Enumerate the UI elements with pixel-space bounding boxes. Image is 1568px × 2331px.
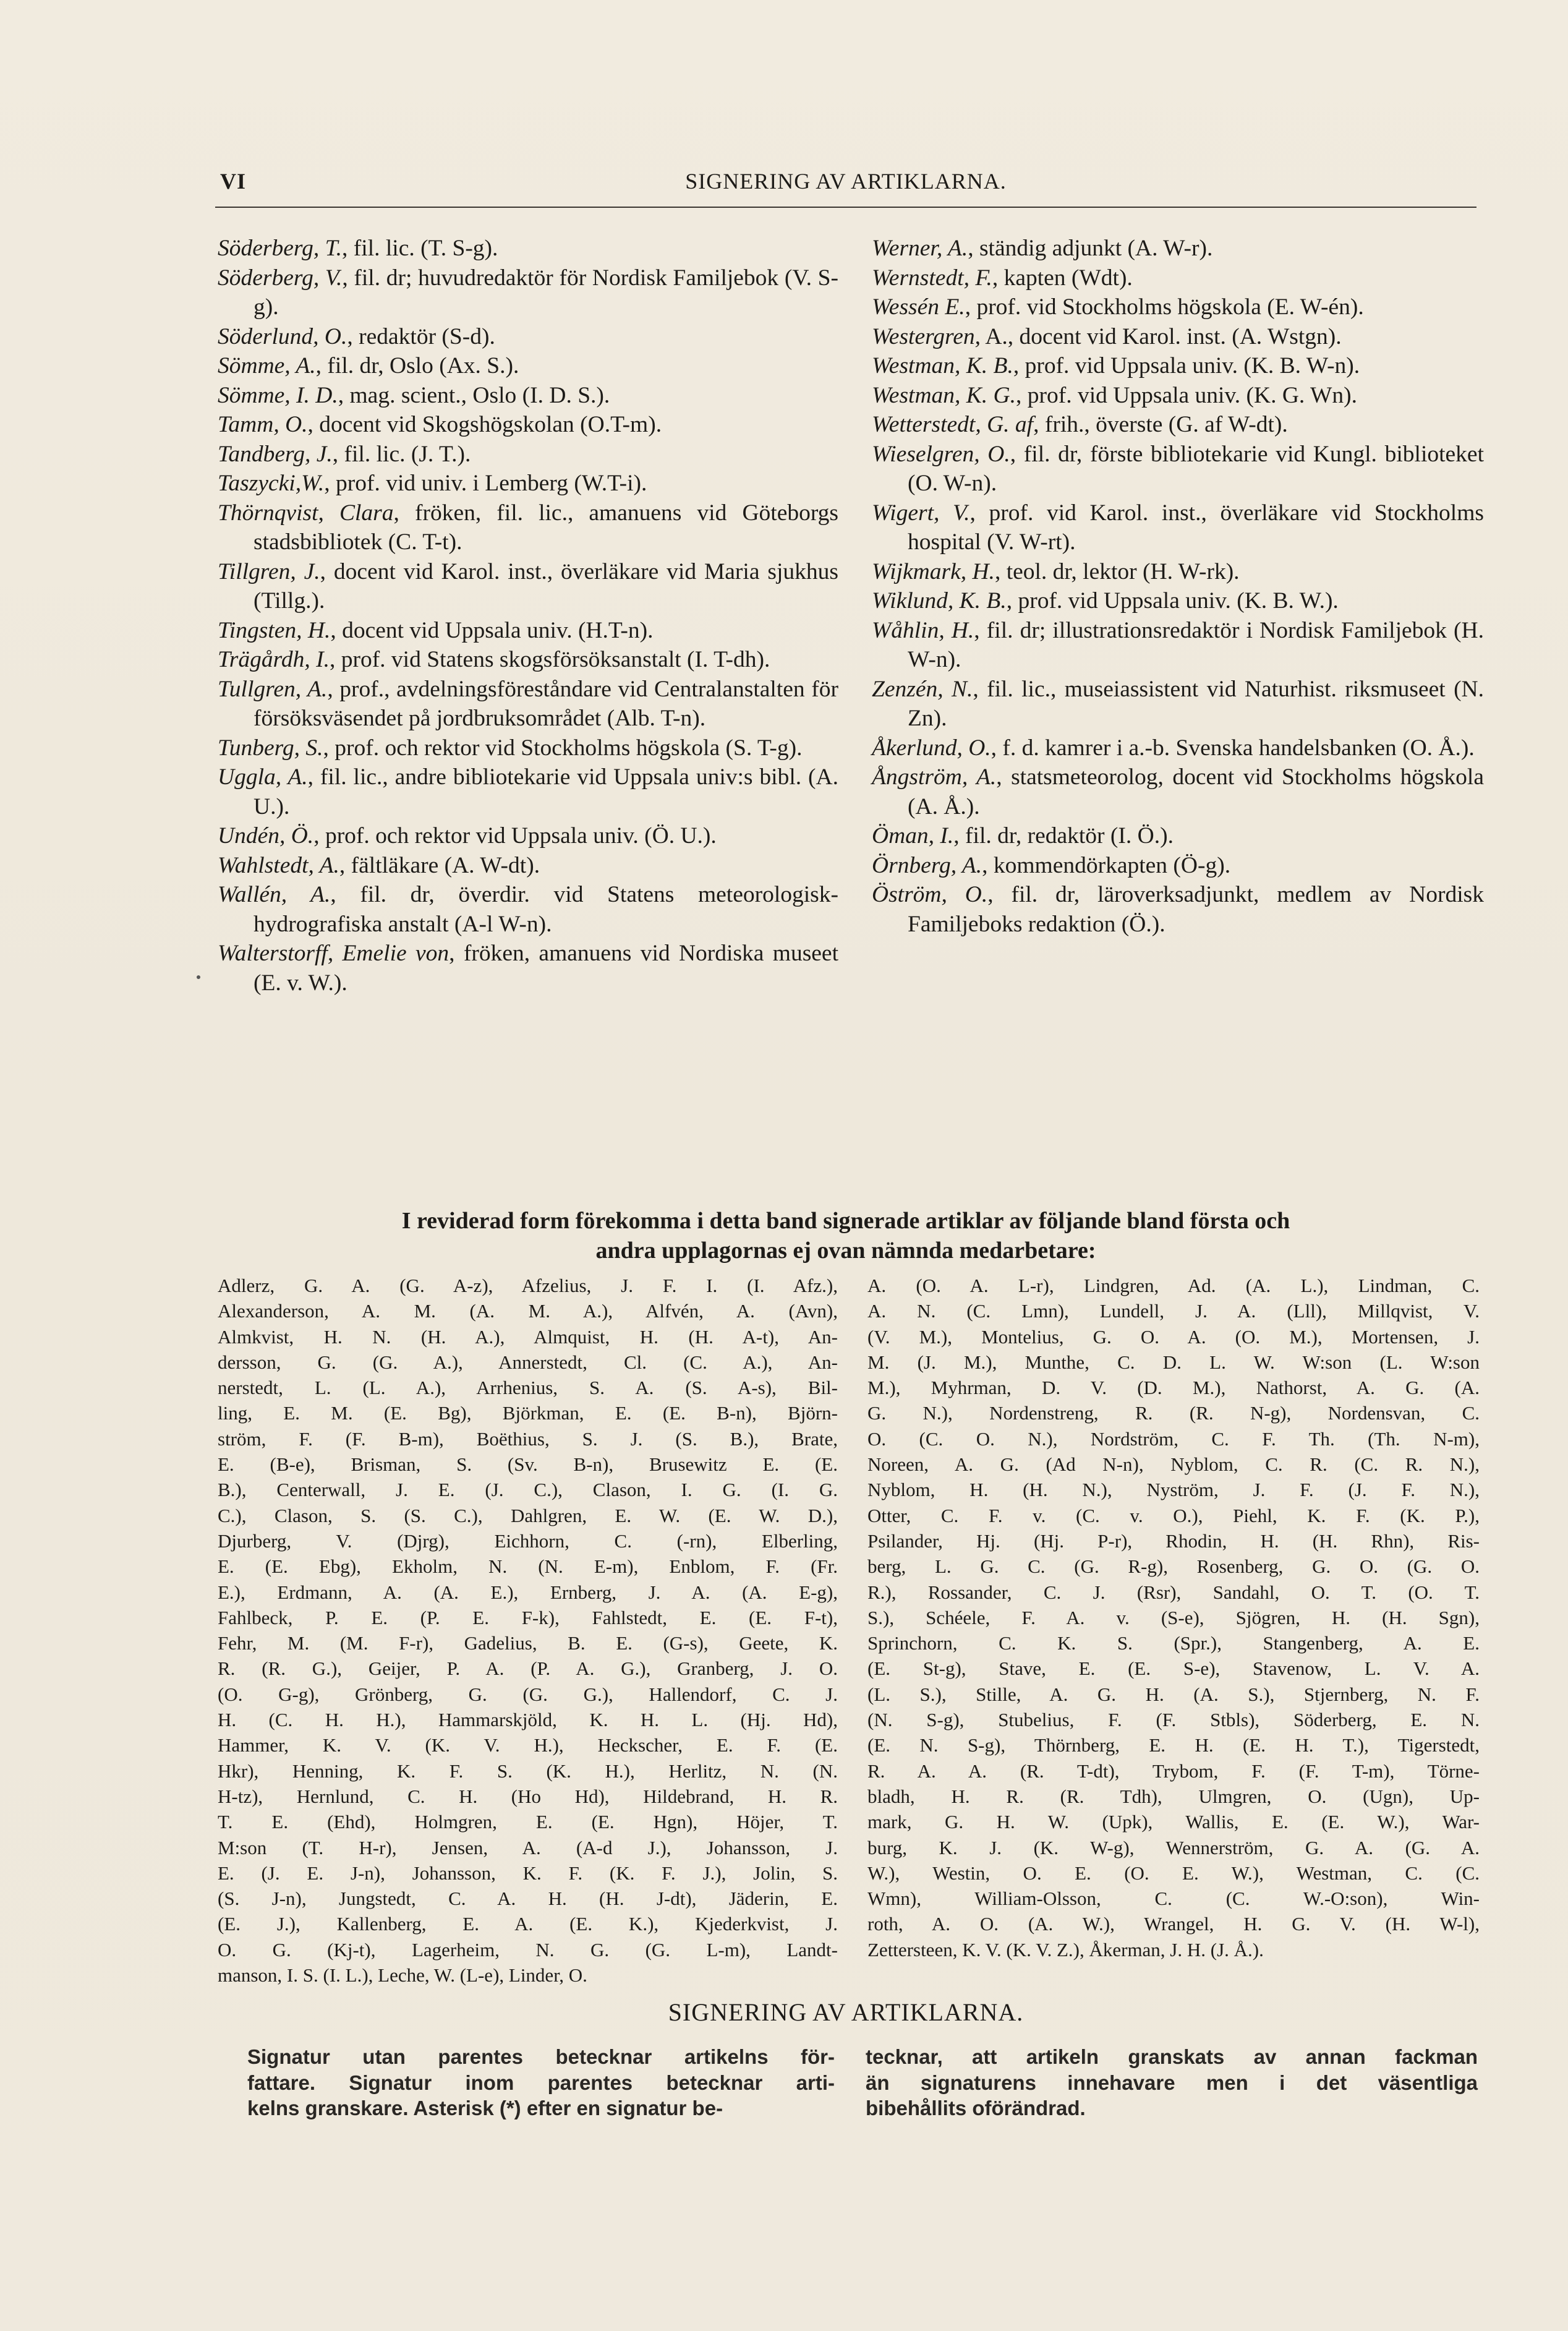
contributor-name: Wernstedt, F. <box>872 265 992 291</box>
contributor-name: Söderberg, V. <box>218 265 343 291</box>
contributor-entry <box>218 645 838 675</box>
contributor-entry <box>218 498 838 557</box>
revised-line: roth, A. O. (A. W.), Wrangel, H. G. V. (H. W-l), <box>867 1913 1480 1935</box>
contributor-details: , mag. scient., Oslo (I. D. S.). <box>338 382 610 408</box>
contributor-entry <box>218 880 838 939</box>
contributor-entry <box>872 821 1484 851</box>
revised-line: Adlerz, G. A. (G. A-z), Afzelius, J. F. I. (I. Afz.), <box>218 1275 838 1296</box>
contributors-left-column <box>218 234 838 998</box>
contributor-details: , prof. och rektor vid Uppsala univ. (Ö. U.). <box>313 823 717 849</box>
contributor-details: , kapten (Wdt). <box>992 265 1133 291</box>
contributor-details: , prof. och rektor vid Stockholms högskola (S. T-g). <box>323 735 803 761</box>
contributor-entry <box>872 616 1484 675</box>
contributor-name: Tillgren, J. <box>218 558 320 584</box>
revised-line: (N. S-g), Stubelius, F. (F. Stbls), Söderberg, E. N. <box>867 1709 1480 1731</box>
contributor-details: A., docent vid Karol. inst. (A. Wstgn). <box>981 323 1342 349</box>
contributor-entry <box>872 234 1484 263</box>
revised-right-column <box>867 1273 1480 1962</box>
contributor-name: Zenzén, N. <box>872 676 973 702</box>
contributor-entry <box>872 851 1484 881</box>
contributor-details: , ständig adjunkt (A. W-r). <box>968 236 1213 261</box>
explanation-line: kelns granskare. Asterisk (*) efter en signatur be- <box>247 2097 723 2119</box>
contributor-entry <box>218 557 838 616</box>
revised-line: (E. St-g), Stave, E. (E. S-e), Stavenow, L. V. A. <box>867 1657 1480 1680</box>
contributor-details: , prof. vid Stockholms högskola (E. W-én). <box>965 294 1364 320</box>
contributor-name: Sömme, I. D. <box>218 382 338 408</box>
revised-line: Noreen, A. G. (Ad N-n), Nyblom, C. R. (C. R. N.), <box>867 1453 1480 1476</box>
contributor-name: Sömme, A. <box>218 353 316 379</box>
contributor-entry <box>872 293 1484 322</box>
revised-line: bladh, H. R. (R. Tdh), Ulmgren, O. (Ugn), Up- <box>867 1785 1480 1807</box>
revised-line: (E. N. S-g), Thörnberg, E. H. (E. H. T.), Tigerstedt, <box>867 1734 1480 1756</box>
explanation-line: fattare. Signatur inom parentes betecknar arti- <box>247 2071 835 2094</box>
contributor-name: Tamm, O. <box>218 412 308 437</box>
contributor-entry <box>872 410 1484 440</box>
contributor-details: , fil. dr, Oslo (Ax. S.). <box>315 353 519 379</box>
revised-line: M.), Myhrman, D. V. (D. M.), Nathorst, A. G. (A. <box>867 1377 1480 1399</box>
contributor-name: Tunberg, S. <box>218 735 323 761</box>
contributor-name: Öström, O. <box>872 882 988 907</box>
revised-line: M. (J. M.), Munthe, C. D. L. W. W:son (L. W:son <box>867 1351 1480 1373</box>
revised-line: E.), Erdmann, A. (A. E.), Ernberg, J. A. (A. E-g), <box>218 1581 838 1603</box>
revised-line: H-tz), Hernlund, C. H. (Ho Hd), Hildebrand, H. R. <box>218 1785 838 1807</box>
contributor-entry <box>218 263 838 322</box>
section-title: SIGNERING AV ARTIKLARNA. <box>668 1998 1024 2026</box>
contributor-details: , fil. dr, redaktör (I. Ö.). <box>953 823 1174 849</box>
revised-heading-line: I reviderad form förekomma i detta band signerade artiklar av följande bland första och <box>401 1208 1290 1234</box>
revised-line: (E. J.), Kallenberg, E. A. (E. K.), Kjederkvist, J. <box>218 1913 838 1935</box>
explanation-line: än signaturens innehavare men i det väsentliga <box>866 2071 1478 2094</box>
contributor-name: Wiklund, K. B. <box>872 588 1007 614</box>
revised-line: Sprinchorn, C. K. S. (Spr.), Stangenberg, A. E. <box>867 1632 1480 1654</box>
revised-line: burg, K. J. (K. W-g), Wennerström, G. A. (G. A. <box>867 1836 1480 1858</box>
contributor-name: Söderlund, O. <box>218 323 347 349</box>
revised-line: R. A. A. (R. T-dt), Trybom, F. (F. T-m), Törne- <box>867 1760 1480 1782</box>
revised-line: manson, I. S. (I. L.), Leche, W. (L-e), Linder, O. <box>218 1964 587 1987</box>
revised-heading <box>215 1206 1476 1265</box>
revised-line: (L. S.), Stille, A. G. H. (A. S.), Stjernberg, N. F. <box>867 1683 1480 1705</box>
contributor-name: Westergren, <box>872 323 981 349</box>
contributor-name: Ångström, A. <box>872 764 997 790</box>
revised-line: Wmn), William-Olsson, C. (C. W.-O:son), Win- <box>867 1888 1480 1910</box>
contributor-entry <box>218 234 838 263</box>
contributor-entry <box>218 440 838 469</box>
contributor-name: Söderberg, T. <box>218 236 343 261</box>
contributor-details: , fil. dr, förste bibliotekarie vid Kungl. biblioteket (O. W-n). <box>908 441 1484 496</box>
revised-line: (V. M.), Montelius, G. O. A. (O. M.), Mortensen, J. <box>867 1325 1480 1348</box>
explanation-line: bibehållits oförändrad. <box>866 2097 1086 2119</box>
contributor-entry <box>872 557 1484 587</box>
contributor-name: Werner, A. <box>872 236 968 261</box>
contributor-name: Trägårdh, I. <box>218 647 330 672</box>
revised-line: G. N.), Nordenstreng, R. (R. N-g), Nordensvan, C. <box>867 1402 1480 1424</box>
contributor-details: , fil. dr, läroverksadjunkt, medlem av Nordisk Familjeboks redaktion (Ö.). <box>908 882 1484 937</box>
contributor-name: Westman, K. B. <box>872 353 1013 379</box>
contributor-details: , fil. lic. (J. T.). <box>332 441 471 467</box>
explanation-left-column <box>247 2044 835 2121</box>
revised-line: ling, E. M. (E. Bg), Björkman, E. (E. B-n), Björn- <box>218 1402 838 1424</box>
contributor-name: Wigert, V. <box>872 500 970 526</box>
revised-line: Fehr, M. (M. F-r), Gadelius, B. E. (G-s), Geete, K. <box>218 1632 838 1654</box>
revised-line: O. (C. O. N.), Nordström, C. F. Th. (Th. N-m), <box>867 1427 1480 1450</box>
contributor-entry <box>218 763 838 821</box>
contributor-name: Tandberg, J. <box>218 441 333 467</box>
explanation-line: Signatur utan parentes betecknar artikelns för- <box>247 2045 835 2068</box>
contributor-entry <box>218 851 838 881</box>
contributor-entry <box>872 263 1484 293</box>
revised-line: mark, G. H. W. (Upk), Wallis, E. (E. W.), War- <box>867 1811 1480 1833</box>
contributor-details: , redaktör (S-d). <box>347 323 495 349</box>
revised-line: B.), Centerwall, J. E. (J. C.), Clason, I. G. (I. G. <box>218 1479 838 1501</box>
revised-line: M:son (T. H-r), Jensen, A. (A-d J.), Johansson, J. <box>218 1836 838 1858</box>
revised-line: Otter, C. F. v. (C. v. O.), Piehl, K. F. (K. P.), <box>867 1504 1480 1526</box>
revised-line: dersson, G. (G. A.), Annerstedt, Cl. (C. A.), An- <box>218 1351 838 1373</box>
revised-line: W.), Westin, O. E. (O. E. W.), Westman, C. (C. <box>867 1862 1480 1884</box>
contributor-entry <box>218 381 838 411</box>
revised-line: R. (R. G.), Geijer, P. A. (P. A. G.), Granberg, J. O. <box>218 1657 838 1680</box>
revised-line: Zettersteen, K. V. (K. V. Z.), Åkerman, J. H. (J. Å.). <box>867 1938 1264 1961</box>
revised-line: Nyblom, H. (H. N.), Nyström, J. F. (J. F. N.), <box>867 1479 1480 1501</box>
contributor-name: Westman, K. G. <box>872 382 1016 408</box>
contributor-name: Undén, Ö. <box>218 823 314 849</box>
page-header <box>215 166 1476 203</box>
contributor-details: , prof. vid Karol. inst., överläkare vid Stockholms hospital (V. W-rt). <box>908 500 1484 555</box>
revised-line: E. (E. Ebg), Ekholm, N. (N. E-m), Enblom, F. (Fr. <box>218 1555 838 1578</box>
revised-line: C.), Clason, S. (S. C.), Dahlgren, E. W. (E. W. D.), <box>218 1504 838 1526</box>
contributor-details: , prof. vid Uppsala univ. (K. B. W-n). <box>1013 353 1360 379</box>
contributor-name: Åkerlund, O. <box>872 735 991 761</box>
revised-line: berg, L. G. C. (G. R-g), Rosenberg, G. O. (G. O. <box>867 1555 1480 1578</box>
revised-line: Alexanderson, A. M. (A. M. A.), Alfvén, A. (Avn), <box>218 1300 838 1322</box>
revised-line: E. (J. E. J-n), Johansson, K. F. (K. F. J.), Jolin, S. <box>218 1862 838 1884</box>
revised-heading-line: andra upplagornas ej ovan nämnda medarbetare: <box>595 1238 1096 1264</box>
contributor-name: Örnberg, A. <box>872 852 982 878</box>
contributor-entry <box>872 322 1484 352</box>
running-title: SIGNERING AV ARTIKLARNA. <box>685 169 1007 194</box>
contributor-details: , frih., överste (G. af W-dt). <box>1033 412 1288 437</box>
contributor-details: , fil. dr; huvudredaktör för Nordisk Familjebok (V. S-g). <box>254 265 838 320</box>
contributor-entry <box>218 939 838 998</box>
contributor-entry <box>872 440 1484 498</box>
contributor-details: , fröken, fil. lic., amanuens vid Göteborgs stadsbibliotek (C. T-t). <box>254 500 838 555</box>
contributor-entry <box>872 351 1484 381</box>
revised-line: Psilander, Hj. (Hj. P-r), Rhodin, H. (H. Rhn), Ris- <box>867 1529 1480 1552</box>
contributor-details: , fil. lic. (T. S-g). <box>342 236 498 261</box>
revised-line: (O. G-g), Grönberg, G. (G. G.), Hallendorf, C. J. <box>218 1683 838 1705</box>
contributor-entry <box>872 586 1484 616</box>
contributor-name: Taszycki,W. <box>218 471 325 496</box>
contributor-name: Thörnqvist, Clara <box>218 500 394 526</box>
contributor-details: , docent vid Karol. inst., överläkare vid Maria sjukhus (Tillg.). <box>254 558 838 614</box>
revised-line: A. N. (C. Lmn), Lundell, J. A. (Lll), Millqvist, V. <box>867 1300 1480 1322</box>
contributor-entry <box>218 616 838 646</box>
contributor-details: , kommendörkapten (Ö-g). <box>982 852 1231 878</box>
contributor-entry <box>872 763 1484 821</box>
revised-line: Hkr), Henning, K. F. S. (K. H.), Herlitz, N. (N. <box>218 1760 838 1782</box>
revised-line: T. E. (Ehd), Holmgren, E. (E. Hgn), Höjer, T. <box>218 1811 838 1833</box>
contributor-details: , f. d. kamrer i a.-b. Svenska handelsbanken (O. Å.). <box>991 735 1475 761</box>
contributor-name: Uggla, A. <box>218 764 308 790</box>
revised-line: R.), Rossander, C. J. (Rsr), Sandahl, O. T. (O. T. <box>867 1581 1480 1603</box>
revised-left-column <box>218 1273 838 1988</box>
contributor-entry <box>872 381 1484 411</box>
contributor-details: , docent vid Uppsala univ. (H.T-n). <box>330 617 654 643</box>
contributor-details: , teol. dr, lektor (H. W-rk). <box>994 558 1240 584</box>
contributor-entry <box>872 880 1484 939</box>
contributor-details: , prof. vid Uppsala univ. (K. G. Wn). <box>1016 382 1358 408</box>
revised-line: (S. J-n), Jungstedt, C. A. H. (H. J-dt), Jäderin, E. <box>218 1888 838 1910</box>
contributor-details: , fil. dr, överdir. vid Statens meteorologisk-hydrografiska anstalt (A-l W-n). <box>254 882 838 937</box>
contributor-entry <box>872 498 1484 557</box>
explanation-right-column <box>866 2044 1478 2121</box>
contributor-details: , fil. lic., museiassistent vid Naturhist. riksmuseet (N. Zn). <box>908 676 1485 731</box>
contributor-details: , fröken, amanuens vid Nordiska museet (E. v. W.). <box>254 941 838 996</box>
contributor-name: Wetterstedt, G. af <box>872 412 1034 437</box>
contributor-details: , fil. lic., andre bibliotekarie vid Uppsala univ:s bibl. (A. U.). <box>254 764 838 819</box>
page-number: VI <box>220 169 247 194</box>
revised-line: Djurberg, V. (Djrg), Eichhorn, C. (-rn), Elberling, <box>218 1529 838 1552</box>
revised-line: O. G. (Kj-t), Lagerheim, N. G. (G. L-m), Landt- <box>218 1938 838 1961</box>
contributor-entry <box>218 821 838 851</box>
revised-line: E. (B-e), Brisman, S. (Sv. B-n), Brusewitz E. (E. <box>218 1453 838 1476</box>
contributor-details: , statsmeteorolog, docent vid Stockholms högskola (A. Å.). <box>908 764 1484 819</box>
contributor-details: , prof., avdelningsföreståndare vid Centralanstalten för försöksväsendet på jordbruksområdet (Alb. T-n). <box>254 676 838 731</box>
header-rule <box>215 207 1476 208</box>
contributor-name: Walterstorff, Emelie von <box>218 941 450 966</box>
contributor-entry <box>218 675 838 734</box>
revised-line: nerstedt, L. (L. A.), Arrhenius, S. A. (S. A-s), Bil- <box>218 1377 838 1399</box>
revised-line: A. (O. A. L-r), Lindgren, Ad. (A. L.), Lindman, C. <box>867 1275 1480 1296</box>
contributor-name: Wahlstedt, A. <box>218 852 339 878</box>
contributor-details: , prof. vid Uppsala univ. (K. B. W.). <box>1006 588 1339 614</box>
contributor-name: Wieselgren, O. <box>872 441 1010 467</box>
contributor-entry <box>218 469 838 498</box>
contributor-entry <box>872 675 1484 734</box>
contributor-name: Öman, I. <box>872 823 954 849</box>
contributor-entry <box>872 734 1484 763</box>
margin-mark <box>197 975 200 979</box>
contributor-details: , fältläkare (A. W-dt). <box>339 852 540 878</box>
revised-line: Fahlbeck, P. E. (P. E. F-k), Fahlstedt, E. (E. F-t), <box>218 1606 838 1628</box>
contributor-name: Tingsten, H. <box>218 617 331 643</box>
contributor-details: , fil. dr; illustrationsredaktör i Nordisk Familjebok (H. W-n). <box>908 617 1484 672</box>
contributor-details: , prof. vid univ. i Lemberg (W.T-i). <box>324 471 647 496</box>
revised-line: Hammer, K. V. (K. V. H.), Heckscher, E. F. (E. <box>218 1734 838 1756</box>
contributors-right-column <box>872 234 1484 939</box>
contributor-name: Wåhlin, H. <box>872 617 974 643</box>
contributor-name: Wallén, A. <box>218 882 331 907</box>
contributor-entry <box>218 734 838 763</box>
contributor-details: , prof. vid Statens skogsförsöksanstalt (I. T-dh). <box>329 647 770 672</box>
contributor-name: Tullgren, A. <box>218 676 328 702</box>
contributor-entry <box>218 351 838 381</box>
contributor-name: Wijkmark, H. <box>872 558 995 584</box>
revised-line: Almkvist, H. N. (H. A.), Almquist, H. (H. A-t), An- <box>218 1325 838 1348</box>
contributor-name: Wessén E. <box>872 294 965 320</box>
revised-line: H. (C. H. H.), Hammarskjöld, K. H. L. (Hj. Hd), <box>218 1709 838 1731</box>
contributor-entry <box>218 410 838 440</box>
contributor-details: , docent vid Skogshögskolan (O.T-m). <box>307 412 662 437</box>
revised-line: ström, F. (F. B-m), Boëthius, S. J. (S. B.), Brate, <box>218 1427 838 1450</box>
explanation-line: tecknar, att artikeln granskats av annan fackman <box>866 2045 1478 2068</box>
revised-line: S.), Schéele, F. A. v. (S-e), Sjögren, H. (H. Sgn), <box>867 1606 1480 1628</box>
contributor-entry <box>218 322 838 352</box>
